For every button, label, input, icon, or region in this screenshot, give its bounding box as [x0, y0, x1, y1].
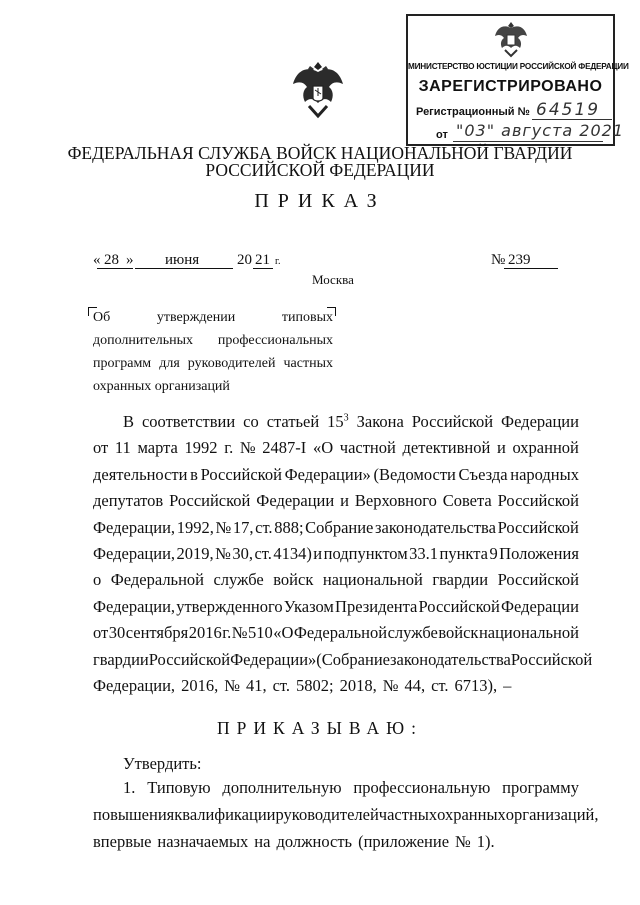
year-underline: [253, 268, 273, 269]
preamble-line-4: депутатов Российской Федерации и Верховного Совета Российской: [93, 491, 579, 511]
stamp-reg-number: 64519: [536, 100, 601, 120]
org-name-line1: ФЕДЕРАЛЬНАЯ СЛУЖБА ВОЙСК НАЦИОНАЛЬНОЙ ГВАРДИИ: [67, 143, 573, 163]
org-name-line2: РОССИЙСКОЙ ФЕДЕРАЦИИ: [205, 160, 435, 180]
city: Москва: [312, 272, 354, 287]
stamp-reg-label: Регистрационный №: [416, 106, 530, 118]
subject-line-3: программ для руководителей частных: [93, 356, 333, 371]
coat-of-arms-icon: [291, 60, 345, 120]
stamp-date-underline: [453, 141, 603, 142]
subject-line-2: дополнительных профессиональных: [93, 333, 333, 348]
stamp-date-handwritten: "03" августа 2021: [456, 121, 624, 140]
stamp-eagle-emblem-icon: [493, 18, 529, 58]
date-quote-close: »: [126, 252, 134, 268]
stamp-ministry: МИНИСТЕРСТВО ЮСТИЦИИ РОССИЙСКОЙ ФЕДЕРАЦИИ: [408, 62, 629, 71]
preamble-line-3: деятельности в Российской Федерации» (Ведомости Съезда народных: [93, 464, 579, 484]
preamble-line-1: В соответствии со статьей $15^3$ Закона Российской Федерации: [123, 412, 579, 431]
order-subject: [93, 306, 333, 398]
order-number-label: №: [491, 252, 506, 268]
number-underline: [504, 268, 558, 269]
subject-line-1: Об утверждении типовых: [93, 310, 333, 325]
statute-superscript: 3: [343, 412, 349, 424]
order-verb: ПРИКАЗЫВАЮ:: [217, 718, 423, 738]
document-type: ПРИКАЗ: [254, 190, 386, 212]
preamble-line-5: Федерации, 1992, № 17, ст. 888; Собрание законодательства Российской: [93, 517, 579, 537]
preamble-paragraph: [93, 409, 593, 699]
stamp-from-label: от: [436, 129, 448, 141]
stamp-reg-underline: [532, 119, 612, 120]
item-1-line-2: повышения квалификации руководителей частных охранных организаций,: [93, 805, 599, 824]
order-number: 239: [508, 252, 531, 268]
preamble-line-8: Федерации, утвержденного Указом Президента Российской Федерации: [93, 596, 579, 616]
preamble-line-2: от 11 марта 1992 г. № 2487-I «О частной детективной и охранной: [93, 438, 579, 458]
preamble-line-11: Федерации, 2016, № 41, ст. 5802; 2018, № 44, ст. 6713), –: [93, 676, 512, 696]
subject-line-4: охранных организаций: [93, 379, 230, 394]
approve-label: Утвердить:: [123, 754, 202, 773]
date-year-suffix: 21: [255, 252, 270, 268]
preamble-line-7: о Федеральной службе войск национальной гвардии Российской: [93, 570, 579, 590]
preamble-line-9: от 30 сентября 2016 г. № 510 «О Федеральной службе войск национальной: [93, 623, 579, 643]
preamble-line-6: Федерации, 2019, № 30, ст. 4134) и подпунктом 33.1 пункта 9 Положения: [93, 544, 579, 564]
item-1-line-3: впервые назначаемых на должность (приложение № 1).: [93, 832, 495, 851]
item-1: [93, 774, 599, 855]
preamble-line-10: гвардии Российской Федерации» (Собрание законодательства Российской: [93, 649, 593, 669]
day-underline: [97, 268, 133, 269]
registration-stamp: [406, 14, 629, 146]
date-month: июня: [165, 252, 200, 268]
date-quote-open: «: [93, 252, 101, 268]
date-year-unit: г.: [275, 256, 281, 267]
date-day: 28: [104, 252, 119, 268]
date-year-prefix: 20: [237, 252, 252, 268]
month-underline: [135, 268, 233, 269]
item-1-line-1: 1. Типовую дополнительную профессиональную программу: [123, 778, 579, 797]
stamp-title: ЗАРЕГИСТРИРОВАНО: [418, 78, 603, 95]
